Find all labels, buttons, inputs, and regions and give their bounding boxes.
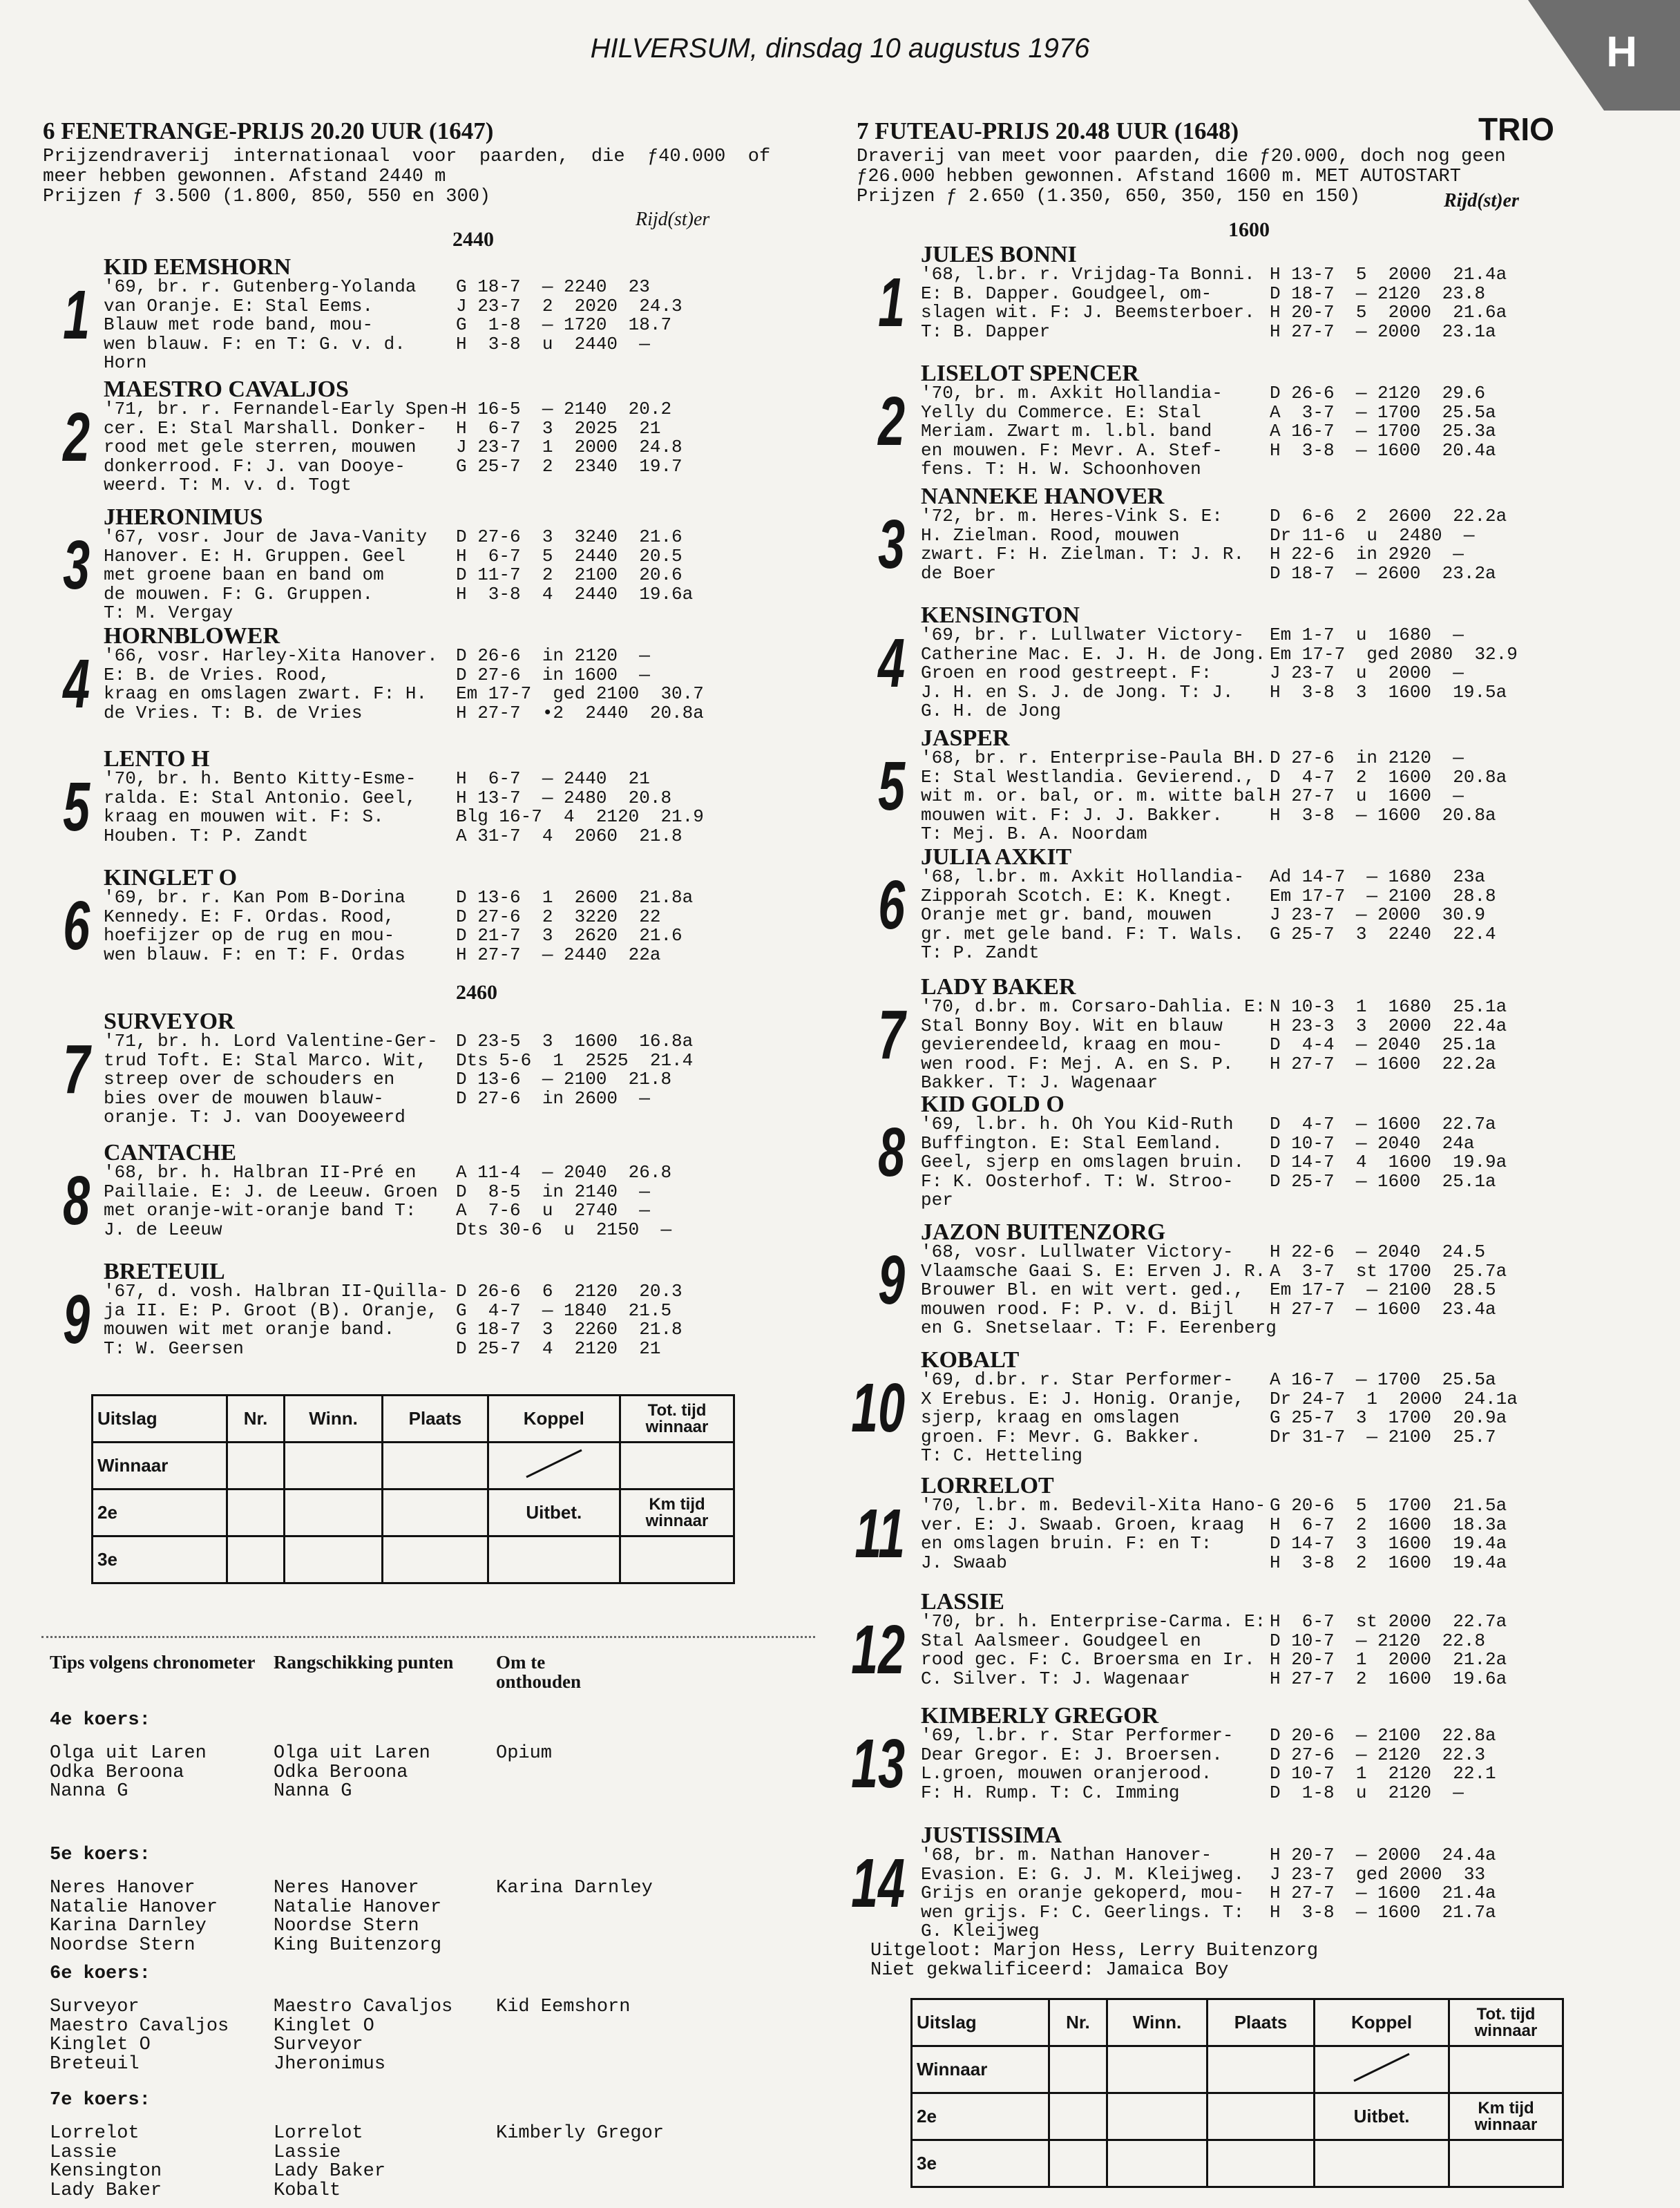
slash-mark	[1347, 2050, 1416, 2084]
race6-description: Prijzendraverij internationaal voor paarden, die ƒ40.000 of meer hebben gewonnen. Afstand 2440 m Prijzen ƒ 3.500 (1.800, 850, 550 en 300)	[43, 146, 771, 207]
horse-name: KIMBERLY GREGOR	[921, 1703, 1159, 1729]
table-row-3e: 3e	[93, 1536, 227, 1583]
race7-rijder-label: Rijd(st)er	[1444, 190, 1519, 211]
entry-number: 8	[63, 1162, 90, 1239]
entry-number: 9	[63, 1281, 90, 1358]
table-cell	[1207, 2140, 1314, 2187]
performance-record: D 26-6 6 2120 20.3 G 4-7 — 1840 21.5 G 18-7 3 2260 21.8 D 25-7 4 2120 21	[456, 1281, 682, 1359]
horse-name: JHERONIMUS	[104, 504, 263, 530]
entry-number: 2	[63, 399, 90, 476]
tips-chronometer-list: Lorrelot Lassie Kensington Lady Baker	[50, 2123, 162, 2201]
horse-name: JULIA AXKIT	[921, 844, 1072, 870]
performance-record: D 13-6 1 2600 21.8a D 27-6 2 3220 22 D 21-7 3 2620 21.6 H 27-7 — 2440 22a	[456, 887, 694, 965]
table-header-nr: Nr.	[227, 1396, 285, 1443]
performance-record: N 10-3 1 1680 25.1a H 23-3 3 2000 22.4a D 4-4 — 2040 25.1a H 27-7 — 1600 22.2a	[1270, 996, 1507, 1074]
table-cell	[1207, 2046, 1314, 2093]
race6-title: 6 FENETRANGE-PRIJS 20.20 UUR (1647)	[43, 117, 494, 144]
entry-number: 11	[855, 1495, 905, 1572]
horse-description: '68, l.br. r. Vrijdag-Ta Bonni. E: B. Dapper. Goudgeel, om- slagen wit. F: J. Beemsterboer. T: B. Dapper	[921, 264, 1255, 342]
tips-chronometer-list: Olga uit Laren Odka Beroona Nanna G	[50, 1743, 207, 1802]
horse-description: '69, d.br. r. Star Performer- X Erebus. E: J. Honig. Oranje, sjerp, kraag en omslagen groen. F: Mevr. G. Bakker. T: C. Hetteling	[921, 1369, 1245, 1466]
table-cell	[1107, 2140, 1208, 2187]
table-row-winnaar: Winnaar	[912, 2046, 1049, 2093]
km-tijd-label: Km tijd winnaar	[1449, 2093, 1563, 2140]
entry-number: 12	[851, 1611, 905, 1688]
horse-description: '67, vosr. Jour de Java-Vanity Hanover. E: H. Gruppen. Geel met groene baan en band om de mouwen. F: G. Gruppen. T: M. Vergay	[104, 526, 428, 623]
performance-record: Ad 14-7 — 1680 23a Em 17-7 — 2100 28.8 J 23-7 — 2000 30.9 G 25-7 3 2240 22.4	[1270, 866, 1496, 944]
table-row-2e: 2e	[912, 2093, 1049, 2140]
performance-record: D 4-7 — 1600 22.7a D 10-7 — 2040 24a D 14-7 4 1600 19.9a D 25-7 — 1600 25.1a	[1270, 1114, 1507, 1192]
entry-number: 9	[878, 1241, 905, 1319]
horse-description: '71, br. r. Fernandel-Early Spen- cer. E: Stal Marshall. Donker- rood met gele sterren, mouwen donkerrood. F: J. van Dooye- weerd. T: M. v. d. Togt	[104, 399, 459, 495]
horse-description: '69, l.br. r. Star Performer- Dear Gregor. E: J. Broersen. L.groen, mouwen oranjerood. F: H. Rump. T: C. Imming	[921, 1725, 1234, 1803]
horse-description: '66, vosr. Harley-Xita Hanover. E: B. de Vries. Rood, kraag en omslagen zwart. F: H. de Vries. T: B. de Vries	[104, 645, 438, 723]
performance-record: D 26-6 in 2120 — D 27-6 in 1600 — Em 17-7 ged 2100 30.7 H 27-7 •2 2440 20.8a	[456, 645, 704, 723]
performance-record: A 11-4 — 2040 26.8 D 8-5 in 2140 — A 7-6 u 2740 — Dts 30-6 u 2150 —	[456, 1162, 672, 1240]
tips-race-label: 4e koers:	[50, 1710, 151, 1731]
table-cell	[284, 1490, 382, 1536]
horse-description: '70, d.br. m. Corsaro-Dahlia. E: Stal Bonny Boy. Wit en blauw gevierendeeld, kraag en mou- wen rood. F: Mej. A. en S. P. Bakker. T: J. Wagenaar	[921, 996, 1266, 1093]
entry-number: 4	[63, 645, 90, 723]
horse-name: HORNBLOWER	[104, 623, 280, 649]
horse-description: '68, br. h. Halbran II-Pré en Paillaie. E: J. de Leeuw. Groen met oranje-wit-oranje band T: J. de Leeuw	[104, 1162, 438, 1240]
performance-record: D 27-6 3 3240 21.6 H 6-7 5 2440 20.5 D 11-7 2 2100 20.6 H 3-8 4 2440 19.6a	[456, 526, 694, 605]
horse-name: JULES BONNI	[921, 242, 1077, 267]
uitbet-label: Uitbet.	[1315, 2093, 1449, 2140]
table-header-koppel: Koppel	[1315, 1999, 1449, 2046]
table-header-nr: Nr.	[1049, 1999, 1107, 2046]
table-cell	[488, 1536, 620, 1583]
tips-chronometer-list: Neres Hanover Natalie Hanover Karina Darnley Noordse Stern	[50, 1878, 218, 1956]
km-tijd-label: Km tijd winnaar	[620, 1490, 734, 1536]
table-header-koppel: Koppel	[488, 1396, 620, 1443]
horse-name: BRETEUIL	[104, 1259, 225, 1284]
table-cell	[1049, 2140, 1107, 2187]
performance-record: D 26-6 — 2120 29.6 A 3-7 — 1700 25.5a A 16-7 — 1700 25.3a H 3-8 — 1600 20.4a	[1270, 383, 1496, 461]
horse-description: '70, br. h. Enterprise-Carma. E: Stal Aalsmeer. Goudgeel en rood gec. F: C. Broersma en Ir. C. Silver. T: J. Wagenaar	[921, 1611, 1266, 1689]
uitbet-label: Uitbet.	[488, 1490, 620, 1536]
performance-record: H 16-5 — 2140 20.2 H 6-7 3 2025 21 J 23-7 1 2000 24.8 G 25-7 2 2340 19.7	[456, 399, 682, 477]
table-cell	[383, 1490, 488, 1536]
table-cell	[1107, 2093, 1208, 2140]
horse-name: JASPER	[921, 725, 1010, 751]
horse-name: MAESTRO CAVALJOS	[104, 377, 349, 402]
horse-name: KID GOLD O	[921, 1092, 1065, 1117]
table-cell	[284, 1443, 382, 1490]
performance-record: D 20-6 — 2100 22.8a D 27-6 — 2120 22.3 D 10-7 1 2120 22.1 D 1-8 u 2120 —	[1270, 1725, 1496, 1803]
table-cell	[620, 1536, 734, 1583]
tips-separator	[41, 1636, 815, 1638]
table-header-plaats: Plaats	[1207, 1999, 1314, 2046]
horse-name: JUSTISSIMA	[921, 1822, 1062, 1848]
horse-description: '68, br. r. Enterprise-Paula BH. E: Stal Westlandia. Gevierend., wit m. or. bal, or. m. witte bal. mouwen wit. F: J. J. Bakker. T: Mej. B. A. Noordam	[921, 748, 1277, 844]
tips-onthouden: Kimberly Gregor	[496, 2123, 665, 2144]
performance-record: Em 1-7 u 1680 — Em 17-7 ged 2080 32.9 J 23-7 u 2000 — H 3-8 3 1600 19.5a	[1270, 625, 1518, 703]
horse-name: CANTACHE	[104, 1140, 237, 1165]
tips-onthouden: Karina Darnley	[496, 1878, 653, 1898]
horse-description: '70, br. h. Bento Kitty-Esme- ralda. E: Stal Antonio. Geel, kraag en mouwen wit. F: S. Houben. T: P. Zandt	[104, 768, 417, 846]
entry-number: 5	[63, 768, 90, 846]
table-cell	[227, 1490, 285, 1536]
race6-result-table	[91, 1394, 735, 1584]
slash-cell	[1315, 2046, 1449, 2093]
slash-mark	[519, 1446, 589, 1481]
race7-result-table	[910, 1998, 1564, 2188]
entry-number: 6	[878, 866, 905, 944]
trio-label: TRIO	[1478, 111, 1554, 147]
performance-record: G 20-6 5 1700 21.5a H 6-7 2 1600 18.3a D 14-7 3 1600 19.4a H 3-8 2 1600 19.4a	[1270, 1495, 1507, 1573]
tips-punten-list: Lorrelot Lassie Lady Baker Kobalt	[274, 2123, 386, 2201]
tips-punten-list: Neres Hanover Natalie Hanover Noordse Stern King Buitenzorg	[274, 1878, 442, 1956]
horse-description: '69, l.br. h. Oh You Kid-Ruth Buffington. E: Stal Eemland. Geel, sjerp en omslagen bruin. F: K. Oosterhof. T: W. Stroo- per	[921, 1114, 1245, 1210]
horse-name: LENTO H	[104, 746, 210, 772]
performance-record: H 6-7 st 2000 22.7a D 10-7 — 2120 22.8 H 20-7 1 2000 21.2a H 27-7 2 1600 19.6a	[1270, 1611, 1507, 1689]
table-cell	[1449, 2140, 1563, 2187]
table-cell	[383, 1443, 488, 1490]
performance-record: A 16-7 — 1700 25.5a Dr 24-7 1 2000 24.1a G 25-7 3 1700 20.9a Dr 31-7 — 2100 25.7	[1270, 1369, 1518, 1447]
entry-number: 6	[63, 887, 90, 964]
table-cell	[1315, 2140, 1449, 2187]
performance-record: G 18-7 — 2240 23 J 23-7 2 2020 24.3 G 1-8 — 1720 18.7 H 3-8 u 2440 —	[456, 276, 682, 354]
page-header-title: HILVERSUM, dinsdag 10 augustus 1976	[590, 33, 1090, 64]
tips-onthouden: Kid Eemshorn	[496, 1997, 631, 2017]
entry-number: 2	[878, 383, 905, 460]
performance-record: H 22-6 — 2040 24.5 A 3-7 st 1700 25.7a Em 17-7 — 2100 28.5 H 27-7 — 1600 23.4a	[1270, 1241, 1507, 1320]
entry-number: 7	[63, 1031, 90, 1108]
table-header-tot-tijd: Tot. tijd winnaar	[620, 1396, 734, 1443]
race7-footer: Uitgeloot: Marjon Hess, Lerry Buitenzorg Niet gekwalificeerd: Jamaica Boy	[870, 1941, 1319, 1981]
table-cell	[1107, 2046, 1208, 2093]
horse-name: KID EEMSHORN	[104, 254, 292, 280]
race6-distance-2: 2460	[456, 981, 497, 1004]
table-row-winnaar: Winnaar	[93, 1443, 227, 1490]
entry-number: 5	[878, 748, 905, 825]
horse-name: LISELOT SPENCER	[921, 361, 1139, 386]
race6-rijder-label: Rijd(st)er	[636, 209, 710, 230]
tips-race-label: 7e koers:	[50, 2090, 151, 2111]
horse-name: KOBALT	[921, 1347, 1020, 1373]
slash-cell	[488, 1443, 620, 1490]
tips-race-label: 6e koers:	[50, 1963, 151, 1984]
performance-record: D 27-6 in 2120 — D 4-7 2 1600 20.8a H 27-7 u 1600 — H 3-8 — 1600 20.8a	[1270, 748, 1507, 826]
tips-header-onthouden: Om te onthouden	[496, 1652, 582, 1692]
race6-distance-1: 2440	[452, 228, 494, 251]
table-cell	[1049, 2046, 1107, 2093]
horse-name: NANNEKE HANOVER	[921, 484, 1165, 509]
performance-record: D 23-5 3 1600 16.8a Dts 5-6 1 2525 21.4 D 13-6 — 2100 21.8 D 27-6 in 2600 —	[456, 1031, 694, 1109]
performance-record: H 6-7 — 2440 21 H 13-7 — 2480 20.8 Blg 16-7 4 2120 21.9 A 31-7 4 2060 21.8	[456, 768, 704, 846]
entry-number: 3	[878, 506, 905, 583]
corner-letter: H	[1606, 28, 1637, 76]
table-header-winn: Winn.	[284, 1396, 382, 1443]
horse-name: LORRELOT	[921, 1473, 1054, 1498]
horse-name: SURVEYOR	[104, 1009, 235, 1034]
race7-description: Draverij van meet voor paarden, die ƒ20.000, doch nog geen ƒ26.000 hebben gewonnen. Afstand 1600 m. MET AUTOSTART Prijzen ƒ 2.650 (1.350, 650, 350, 150 en 150)	[857, 146, 1506, 207]
horse-name: LASSIE	[921, 1589, 1004, 1615]
horse-description: '70, br. m. Axkit Hollandia- Yelly du Commerce. E: Stal Meriam. Zwart m. l.bl. band en mouwen. F: Mevr. A. Stef- fens. T: H. W. Schoonhoven	[921, 383, 1223, 479]
table-header-plaats: Plaats	[383, 1396, 488, 1443]
table-cell	[227, 1443, 285, 1490]
tips-header-chronometer: Tips volgens chronometer	[50, 1652, 256, 1673]
table-cell	[227, 1536, 285, 1583]
table-header-tot-tijd: Tot. tijd winnaar	[1449, 1999, 1563, 2046]
horse-description: '69, br. r. Lullwater Victory- Catherine Mac. E. J. H. de Jong. Groen en rood gestreept. F: J. H. en S. J. de Jong. T: J. G. H. de Jong	[921, 625, 1266, 721]
horse-description: '71, br. h. Lord Valentine-Ger- trud Toft. E: Stal Marco. Wit, streep over de schouders en bies over de mouwen blauw- oranje. T: J. van Dooyeweerd	[104, 1031, 438, 1127]
tips-onthouden: Opium	[496, 1743, 553, 1764]
tips-header-punten: Rangschikking punten	[274, 1652, 454, 1673]
entry-number: 1	[63, 276, 90, 354]
horse-name: JAZON BUITENZORG	[921, 1219, 1166, 1245]
race7-title: 7 FUTEAU-PRIJS 20.48 UUR (1648)	[857, 117, 1239, 144]
entry-number: 10	[851, 1369, 905, 1447]
race7-distance: 1600	[1228, 218, 1270, 241]
table-header-uitslag: Uitslag	[912, 1999, 1049, 2046]
horse-description: '67, d. vosh. Halbran II-Quilla- ja II. E: P. Groot (B). Oranje, mouwen wit met oranje band. T: W. Geersen	[104, 1281, 449, 1359]
table-row-3e: 3e	[912, 2140, 1049, 2187]
table-cell	[620, 1443, 734, 1490]
table-row-2e: 2e	[93, 1490, 227, 1536]
table-header-uitslag: Uitslag	[93, 1396, 227, 1443]
horse-name: KINGLET O	[104, 865, 238, 891]
horse-description: '68, l.br. m. Axkit Hollandia- Zipporah Scotch. E: K. Knegt. Oranje met gr. band, mouwen gr. met gele band. F: T. Wals. T: P. Zandt	[921, 866, 1245, 963]
horse-description: '69, br. r. Kan Pom B-Dorina Kennedy. E: F. Ordas. Rood, hoefijzer op de rug en mou- wen blauw. F: en T: F. Ordas	[104, 887, 405, 965]
horse-description: '72, br. m. Heres-Vink S. E: H. Zielman. Rood, mouwen zwart. F: H. Zielman. T: J. R. de Boer	[921, 506, 1245, 584]
entry-number: 13	[851, 1725, 905, 1802]
tips-chronometer-list: Surveyor Maestro Cavaljos Kinglet O Breteuil	[50, 1997, 229, 2075]
table-cell	[1449, 2046, 1563, 2093]
horse-description: '70, l.br. m. Bedevil-Xita Hano- ver. E: J. Swaab. Groen, kraag en omslagen bruin. F: en T: J. Swaab	[921, 1495, 1266, 1573]
horse-description: '69, br. r. Gutenberg-Yolanda van Oranje. E: Stal Eems. Blauw met rode band, mou- wen blauw. F: en T: G. v. d. Horn	[104, 276, 417, 373]
performance-record: H 20-7 — 2000 24.4a J 23-7 ged 2000 33 H 27-7 — 1600 21.4a H 3-8 — 1600 21.7a	[1270, 1845, 1496, 1923]
table-cell	[1207, 2093, 1314, 2140]
entry-number: 14	[851, 1845, 905, 1922]
horse-description: '68, br. m. Nathan Hanover- Evasion. E: G. J. M. Kleijweg. Grijs en oranje gekoperd, mou- wen grijs. F: C. Geerlings. T: G. Kleijweg	[921, 1845, 1245, 1941]
horse-name: KENSINGTON	[921, 602, 1080, 628]
horse-description: '68, vosr. Lullwater Victory- Vlaamsche Gaai S. E: Erven J. R. Brouwer Bl. en wit vert. ged., mouwen rood. F: P. v. d. Bijl en G. Snetselaar. T: F. Eerenberg	[921, 1241, 1277, 1338]
corner-tab	[1480, 0, 1680, 111]
tips-race-label: 5e koers:	[50, 1845, 151, 1865]
performance-record: H 13-7 5 2000 21.4a D 18-7 — 2120 23.8 H 20-7 5 2000 21.6a H 27-7 — 2000 23.1a	[1270, 264, 1507, 342]
entry-number: 8	[878, 1114, 905, 1191]
table-cell	[383, 1536, 488, 1583]
entry-number: 4	[878, 625, 905, 702]
tips-punten-list: Maestro Cavaljos Kinglet O Surveyor Jheronimus	[274, 1997, 453, 2075]
table-cell	[284, 1536, 382, 1583]
performance-record: D 6-6 2 2600 22.2a Dr 11-6 u 2480 — H 22-6 in 2920 — D 18-7 — 2600 23.2a	[1270, 506, 1507, 584]
horse-name: LADY BAKER	[921, 974, 1076, 1000]
tips-punten-list: Olga uit Laren Odka Beroona Nanna G	[274, 1743, 430, 1802]
entry-number: 1	[878, 264, 905, 341]
table-header-winn: Winn.	[1107, 1999, 1208, 2046]
entry-number: 3	[63, 526, 90, 604]
table-cell	[1049, 2093, 1107, 2140]
entry-number: 7	[878, 996, 905, 1074]
